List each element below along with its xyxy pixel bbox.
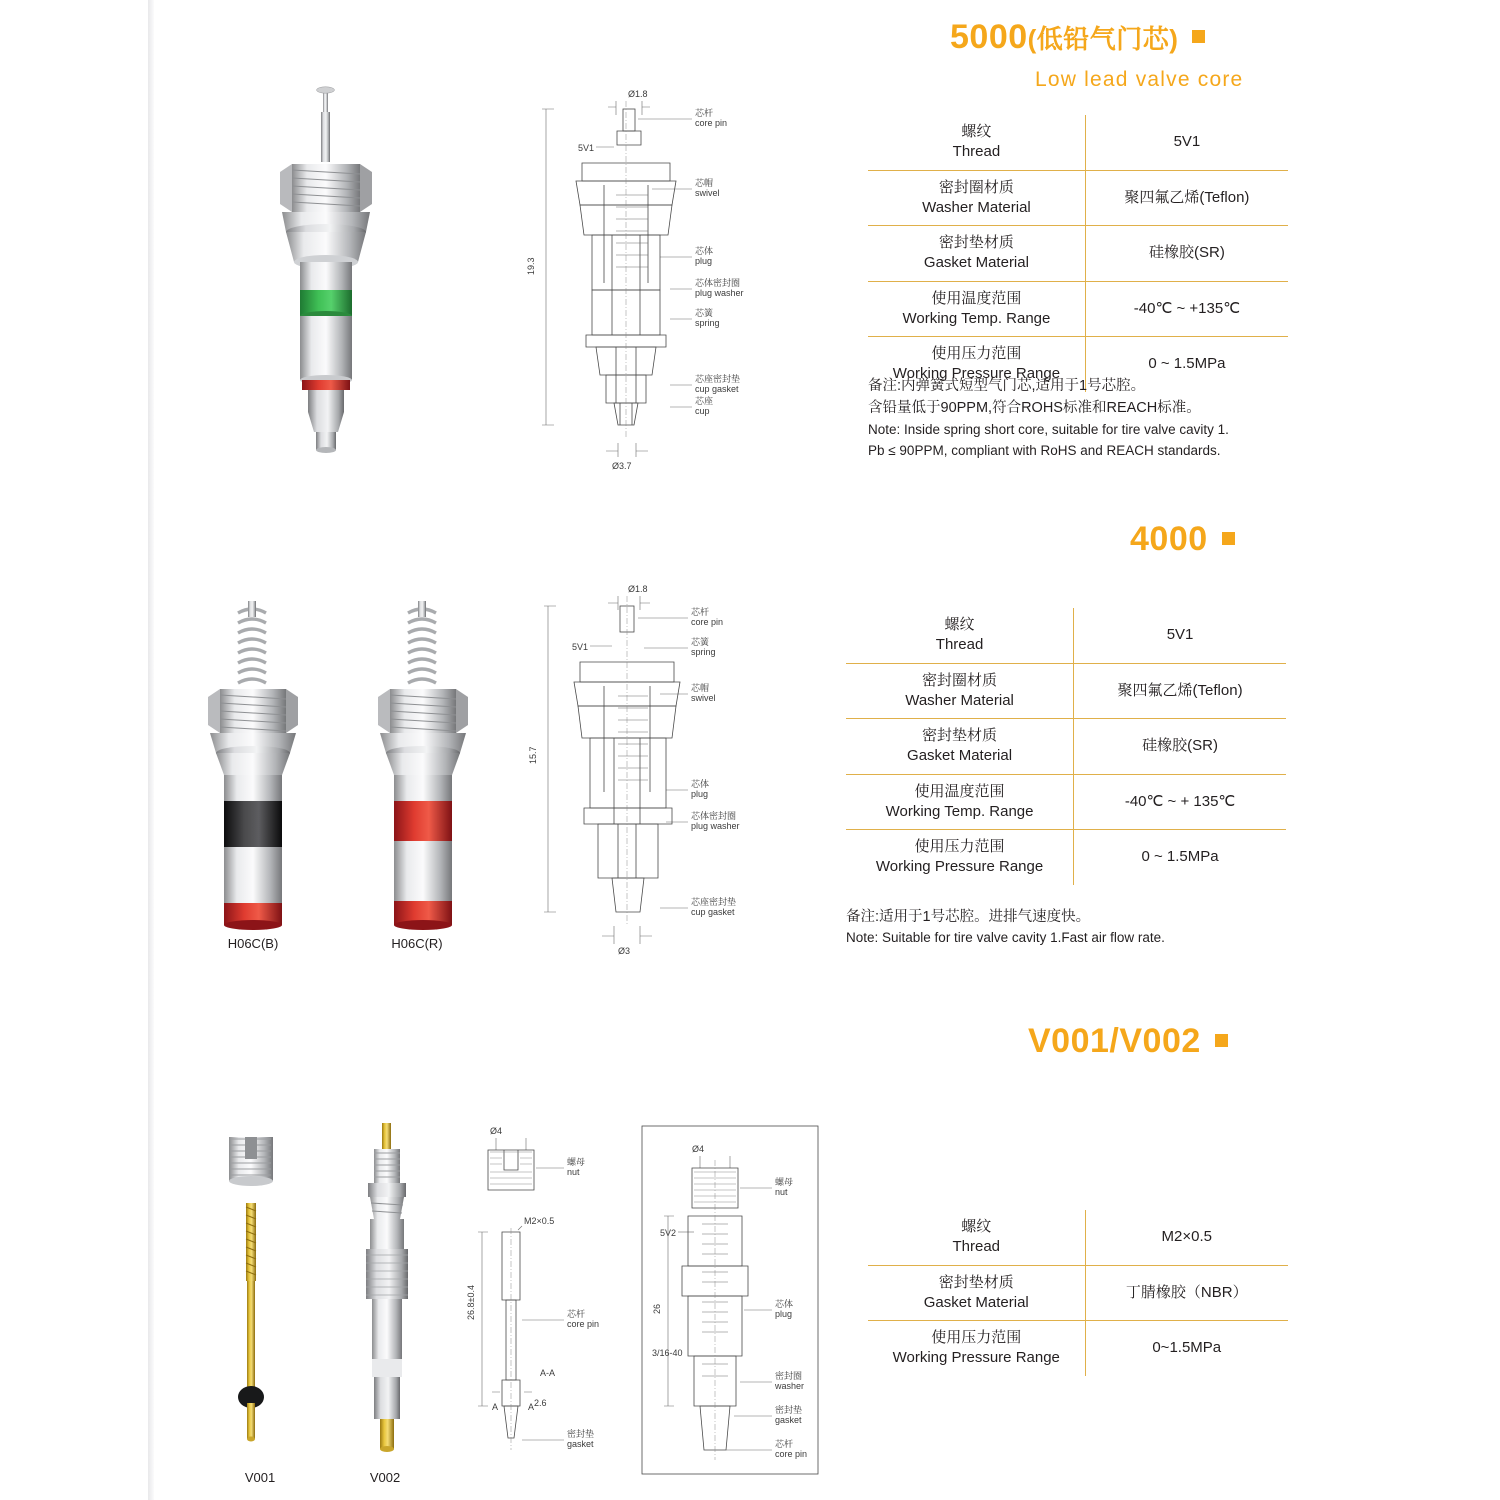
square-bullet-icon: [1222, 532, 1235, 545]
svg-text:core pin: core pin: [695, 118, 728, 128]
engineering-drawing-5000: [520, 85, 840, 485]
spec-label-cell: 密封垫材质 Gasket Material: [868, 226, 1085, 282]
table-row: [868, 115, 1288, 170]
svg-text:芯座: 芯座: [695, 396, 714, 406]
svg-text:芯体: 芯体: [691, 779, 710, 789]
note-4000: 备注:适用于1号芯腔。进排气速度快。 Note: Suitable for tire valve cavity 1.Fast air flow rate.: [846, 909, 1165, 946]
svg-text:芯簧: 芯簧: [691, 637, 710, 647]
product-photo-5000: [230, 80, 490, 500]
photo-label-v002: V002: [369, 1470, 401, 1485]
svg-text:Ø4: Ø4: [692, 1144, 705, 1154]
table-row: [846, 608, 1286, 663]
svg-text:芯帽: 芯帽: [695, 178, 714, 188]
spec-table-4000: [846, 608, 1286, 885]
spec-label-cell: 使用温度范围 Working Temp. Range: [846, 774, 1074, 830]
engineering-drawing-4000: [520, 578, 840, 968]
svg-text:cup gasket: cup gasket: [691, 907, 735, 917]
svg-text:Ø3: Ø3: [618, 946, 631, 956]
svg-text:spring: spring: [695, 318, 720, 328]
photo-label-h06cb: H06C(B): [227, 936, 279, 951]
spec-label-cell: 螺纹 Thread: [846, 608, 1074, 663]
table-row: [868, 1265, 1288, 1321]
svg-text:密封垫: 密封垫: [775, 1405, 803, 1415]
svg-text:plug: plug: [775, 1309, 793, 1319]
svg-text:swivel: swivel: [695, 188, 720, 198]
svg-text:芯杆: 芯杆: [567, 1309, 586, 1319]
table-row: [868, 170, 1288, 226]
table-row: [846, 774, 1286, 830]
svg-text:cup gasket: cup gasket: [695, 384, 739, 394]
svg-text:密封垫: 密封垫: [567, 1429, 595, 1439]
svg-text:A: A: [528, 1402, 535, 1412]
svg-text:26: 26: [652, 1303, 662, 1314]
svg-text:plug: plug: [695, 256, 713, 266]
svg-text:芯杆: 芯杆: [775, 1439, 794, 1449]
svg-text:螺母: 螺母: [567, 1157, 586, 1167]
spec-label-cell: 螺纹 Thread: [868, 1210, 1085, 1265]
svg-text:芯杆: 芯杆: [695, 108, 714, 118]
svg-text:15.7: 15.7: [528, 746, 538, 764]
svg-text:nut: nut: [567, 1167, 580, 1177]
table-row: [868, 281, 1288, 337]
spec-label-cell: 密封垫材质 Gasket Material: [868, 1265, 1085, 1321]
svg-text:cup: cup: [695, 406, 710, 416]
svg-text:5V2: 5V2: [660, 1228, 677, 1238]
engineering-drawing-v001: [462, 1120, 622, 1480]
svg-text:spring: spring: [691, 647, 716, 657]
svg-text:芯体密封圈: 芯体密封圈: [691, 811, 737, 821]
svg-text:19.3: 19.3: [526, 257, 536, 275]
svg-text:芯杆: 芯杆: [691, 607, 710, 617]
svg-text:芯座密封垫: 芯座密封垫: [691, 897, 737, 907]
section-5000-code-cn: (低铅气门芯): [1027, 24, 1179, 54]
svg-text:nut: nut: [775, 1187, 788, 1197]
svg-text:密封圈: 密封圈: [775, 1371, 803, 1381]
svg-text:螺母: 螺母: [775, 1177, 794, 1187]
table-row: [846, 663, 1286, 719]
left-margin-rule: [148, 0, 154, 1500]
svg-text:Ø1.8: Ø1.8: [628, 584, 648, 594]
table-row: [846, 719, 1286, 775]
spec-label-cell: 密封圈材质 Washer Material: [846, 663, 1074, 719]
svg-text:3/16-40: 3/16-40: [652, 1348, 683, 1358]
svg-text:washer: washer: [775, 1381, 805, 1391]
svg-text:core pin: core pin: [775, 1449, 808, 1459]
svg-text:5V1: 5V1: [572, 642, 589, 652]
product-photo-v001: [205, 1125, 315, 1465]
svg-text:core pin: core pin: [691, 617, 724, 627]
spec-table-5000: [868, 115, 1288, 392]
svg-text:2.6: 2.6: [534, 1398, 547, 1408]
svg-text:Ø3.7: Ø3.7: [612, 461, 632, 471]
spec-value-cell: -40℃ ~ + 135℃: [1074, 774, 1286, 830]
spec-value-cell: 5V1: [1074, 608, 1286, 663]
svg-text:5V1: 5V1: [578, 143, 595, 153]
square-bullet-icon: [1192, 30, 1205, 43]
spec-value-cell: 硅橡胶(SR): [1085, 226, 1288, 282]
spec-label-cell: 使用压力范围 Working Pressure Range: [868, 337, 1085, 392]
spec-label-cell: 使用压力范围 Working Pressure Range: [846, 830, 1074, 885]
spec-value-cell: 聚四氟乙烯(Teflon): [1085, 170, 1288, 226]
spec-value-cell: 0 ~ 1.5MPa: [1074, 830, 1286, 885]
svg-text:A-A: A-A: [540, 1368, 556, 1378]
spec-value-cell: 0~1.5MPa: [1085, 1321, 1288, 1376]
photo-label-v001: V001: [244, 1470, 276, 1485]
svg-text:gasket: gasket: [567, 1439, 594, 1449]
table-row: [868, 226, 1288, 282]
spec-label-cell: 密封圈材质 Washer Material: [868, 170, 1085, 226]
spec-value-cell: 硅橡胶(SR): [1074, 719, 1286, 775]
product-photo-h06cb: [180, 595, 340, 945]
svg-text:芯体密封圈: 芯体密封圈: [695, 278, 741, 288]
spec-value-cell: 聚四氟乙烯(Teflon): [1074, 663, 1286, 719]
svg-text:芯簧: 芯簧: [695, 308, 714, 318]
svg-text:swivel: swivel: [691, 693, 716, 703]
svg-text:26.8±0.4: 26.8±0.4: [466, 1285, 476, 1320]
square-bullet-icon: [1215, 1034, 1228, 1047]
svg-text:gasket: gasket: [775, 1415, 802, 1425]
svg-text:plug washer: plug washer: [691, 821, 740, 831]
dim-label: Ø1.8: [628, 89, 648, 99]
spec-label-cell: 螺纹 Thread: [868, 115, 1085, 170]
table-row: [868, 1210, 1288, 1265]
svg-text:芯座密封垫: 芯座密封垫: [695, 374, 741, 384]
svg-text:Ø4: Ø4: [490, 1126, 503, 1136]
section-5000-title: [950, 18, 1205, 57]
photo-label-h06cr: H06C(R): [391, 936, 443, 951]
note-5000: 备注:内弹簧式短型气门芯,适用于1号芯腔。 含铅量低于90PPM,符合ROHS标准和REACH标准。 Note: Inside spring short core, suitable for tire valve cavity 1. Pb ≤ 90PPM, compliant with RoHS and REACH standards.: [868, 378, 1229, 458]
svg-text:芯体: 芯体: [775, 1299, 794, 1309]
section-5000-subtitle: Low lead valve core: [1035, 68, 1244, 91]
section-v001v002-title: V001/V002: [1028, 1022, 1228, 1061]
table-row: [846, 830, 1286, 885]
spec-label-cell: 密封垫材质 Gasket Material: [846, 719, 1074, 775]
svg-text:plug washer: plug washer: [695, 288, 744, 298]
product-photo-h06cr: [350, 595, 510, 945]
spec-table-v001v002: [868, 1210, 1288, 1376]
svg-text:plug: plug: [691, 789, 709, 799]
spec-value-cell: 5V1: [1085, 115, 1288, 170]
svg-text:M2×0.5: M2×0.5: [524, 1216, 555, 1226]
spec-label-cell: 使用温度范围 Working Temp. Range: [868, 281, 1085, 337]
spec-value-cell: -40℃ ~ +135℃: [1085, 281, 1288, 337]
table-row: [868, 1321, 1288, 1376]
section-4000-title: 4000: [1130, 520, 1235, 559]
svg-text:A: A: [492, 1402, 499, 1412]
engineering-drawing-v002: [630, 1120, 830, 1480]
spec-value-cell: 丁腈橡胶（NBR）: [1085, 1265, 1288, 1321]
product-photo-v002: [330, 1115, 450, 1465]
svg-text:芯体: 芯体: [695, 246, 714, 256]
spec-value-cell: M2×0.5: [1085, 1210, 1288, 1265]
svg-text:芯帽: 芯帽: [691, 683, 710, 693]
section-5000-code: 5000: [950, 18, 1028, 56]
spec-label-cell: 使用压力范围 Working Pressure Range: [868, 1321, 1085, 1376]
spec-value-cell: 0 ~ 1.5MPa: [1085, 337, 1288, 392]
svg-text:core pin: core pin: [567, 1319, 600, 1329]
